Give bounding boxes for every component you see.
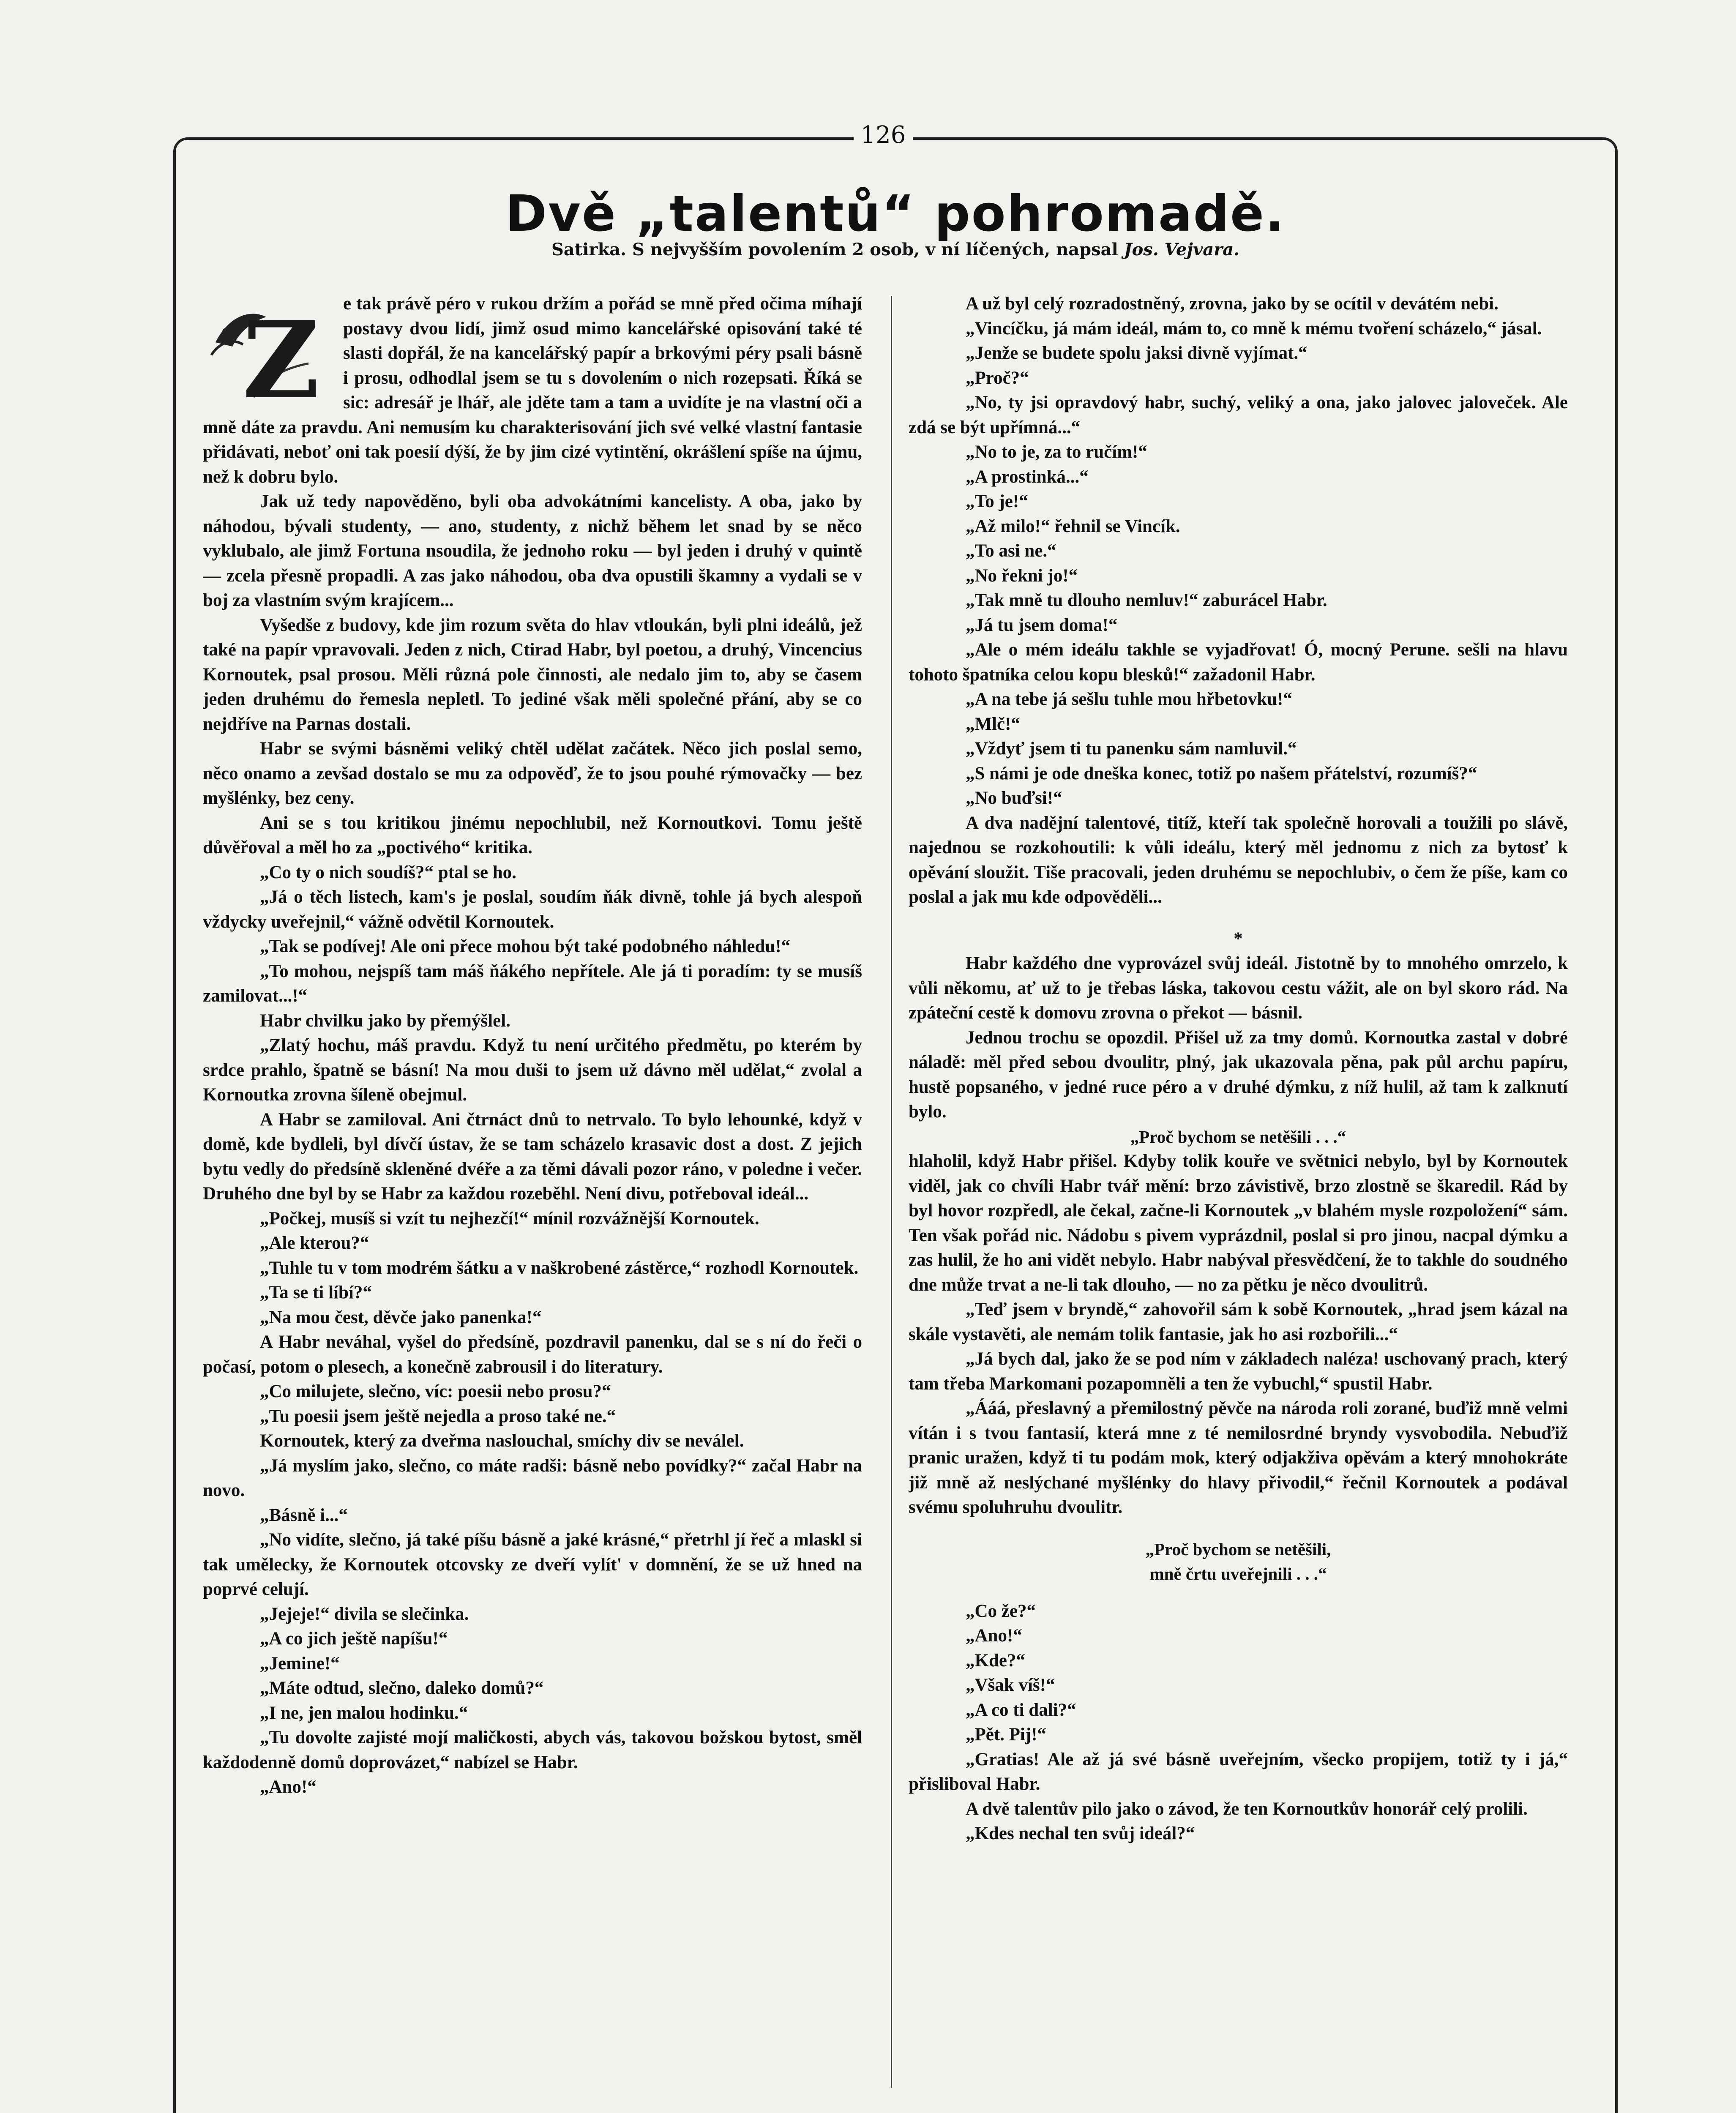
paragraph: „Ááá, přeslavný a přemilostný pěvče na národa roli zorané, buďiž mně velmi vítán i s tvou fantasií, která mne z té nemilosrdné bryndy vysvobodila. Nebuďiž pranic uražen, když ti tu podám mok, který odjakživa opěvám a který mnohokráte již mně až neslýchané myšlénky do hlavy přivodil,“ řečnil Kornoutek a podával svému spoluhruhu dvoulitr. (909, 1398, 1568, 1517)
right-paragraphs-4 (909, 1599, 1568, 1846)
paragraph: „Ta se ti líbí?“ (260, 1283, 372, 1302)
paragraph: „Já myslím jako, slečno, co máte radši: básně nebo povídky?“ začal Habr na novo. (203, 1455, 862, 1500)
paragraph: „No vidíte, slečno, já také píšu básně a jaké krásné,“ přetrhl jí řeč a mlaskl si tak umělecky, že Kornoutek otcovsky ze dveří vylít' v domnění, že se už hned na poprvé celují. (203, 1530, 862, 1599)
paragraph: „A na tebe já sešlu tuhle mou hřbetovku!“ (966, 689, 1292, 709)
poem-quote-2-line-1: „Proč bychom se netěšili, (1145, 1539, 1331, 1559)
paragraph: A dva nadějní talentové, titíž, kteří tak společně horovali a toužili po slávě, najednou se rozkohoutili: k vůli ideálu, který měl jednomu z nich za bytosť k opěvání sloužit. Tiše pracovali, jeden druhému se nepochlubiv, o čem že píše, kam co poslal a jak mu kde odpověděli... (909, 813, 1568, 907)
paragraph: A už byl celý rozradostněný, zrovna, jako by se ocítil v devátém nebi. (966, 294, 1499, 314)
paragraph: „Až milo!“ řehnil se Vincík. (966, 516, 1180, 536)
paragraph: „Tak se podívej! Ale oni přece mohou být také podobného náhledu!“ (260, 936, 791, 956)
paragraph: „Gratias! Ale až já své básně uveřejním, všecko propijem, totiž ty i já,“ přisliboval Habr. (909, 1749, 1568, 1794)
paragraph: A Habr neváhal, vyšel do předsíně, pozdravil panenku, dal se s ní do řeči o počasí, potom o plesech, a konečně zabrousil i do literatury. (203, 1332, 862, 1377)
paragraph: „Proč?“ (966, 368, 1029, 388)
paragraph: „Co že?“ (966, 1601, 1036, 1621)
paragraph: „Já o těch listech, kam's je poslal, soudím ňák divně, tohle já bych alespoň vždycky uveřejnil,“ vážně odvětil Kornoutek. (203, 887, 862, 932)
paragraph: Habr chvilku jako by přemýšlel. (260, 1010, 510, 1031)
paragraph: „Kdes nechal ten svůj ideál?“ (966, 1824, 1195, 1843)
paragraph: „Tu dovolte zajisté mojí maličkosti, abych vás, takovou božskou bytost, směl každodenně domů doprovázet,“ nabízel se Habr. (203, 1728, 862, 1772)
left-paragraphs (203, 489, 862, 1800)
right-paragraphs-1 (909, 292, 1568, 910)
paragraph: „Vždyť jsem ti tu panenku sám namluvil.“ (966, 739, 1297, 759)
section-separator: * (1234, 928, 1243, 949)
paragraph: „Počkej, musíš si vzít tu nejhezčí!“ mínil rozvážnější Kornoutek. (260, 1208, 759, 1228)
right-column (909, 292, 1568, 2092)
right-paragraphs-2 (909, 951, 1568, 1125)
page-number: 126 (854, 123, 913, 148)
paragraph: „Ano!“ (260, 1777, 317, 1797)
paragraph: Kornoutek, který za dveřma naslouchal, smíchy div se neválel. (260, 1431, 744, 1451)
left-column (203, 292, 862, 2092)
paragraph: Jak už tedy napověděno, byli oba advokátními kancelisty. A oba, jako by náhodou, bývali studenty, — ano, studenty, z nichž během let snad by se něco vyklubalo, ale jimž Fortuna nsoudila, že jednoho roku — byl jeden i druhý v quintě — zcela přesně propadli. A zas jako náhodou, oba dva opustili škamny a vydali se v boj za vlastním svým krajícem... (203, 491, 862, 610)
paragraph: „No to je, za to ručím!“ (966, 442, 1147, 462)
paragraph: Habr každého dne vyprovázel svůj ideál. Jistotně by to mnohého omrzelo, k vůli někomu, ať už to je třebas láska, takovou cestu vážit, ale on byl skoro rád. Na zpáteční cestě k domovu zrovna o překot — básnil. (909, 953, 1568, 1023)
paragraph: „A prostinká...“ (966, 467, 1089, 487)
paragraph: „Tu poesii jsem ještě nejedla a proso také ne.“ (260, 1406, 616, 1426)
paragraph: „To je!“ (966, 491, 1028, 511)
paragraph: „To asi ne.“ (966, 541, 1056, 561)
column-divider (891, 296, 892, 2088)
paragraph: A Habr se zamiloval. Ani čtrnáct dnů to netrvalo. To bylo lehounké, když v domě, kde bydleli, byl dívčí ústav, že se tam scházelo krasavic dost a dost. Z jejich bytu vedly do předsíně skleněné dvéře a za těmi dávali pozor ráno, v poledne i večer. Druhého dne byl by se Habr za každou rozeběhl. Není divu, potřeboval ideál... (203, 1109, 862, 1204)
paragraph: „Co milujete, slečno, víc: poesii nebo prosu?“ (260, 1381, 611, 1401)
article-title: Dvě „talentů“ pohromadě. (505, 184, 1286, 243)
paragraph: hlaholil, když Habr přišel. Kdyby tolik kouře ve světnici nebylo, byl by Kornoutek viděl, jak co chvíli Habr tvář mění: brzo závistivě, brzo zlostně se škaredil. Rád by byl hovor rozpředl, ale čekal, začne-li Kornoutek „v blahém mysle rozpoložení“ sám. Ten však pořád nic. Nádobu s pivem vyprázdnil, poslal si pro jinou, nacpal dýmku a zas hulil, že ho ani vidět nebylo. Habr nabýval přesvědčení, že to takhle do soudného dne může trvat a ne-li tak dlouho, — no za pětku je něco dvoulitrů. (909, 1151, 1568, 1295)
paragraph: „Básně i...“ (260, 1505, 348, 1525)
article-subtitle (173, 239, 1618, 261)
paragraph: „Ale o mém ideálu takhle se vyjadřovat! Ó, mocný Perune. sešli na hlavu tohoto špatníka celou kopu blesků!“ zažadonil Habr. (909, 640, 1568, 685)
initial-letter: Z (242, 298, 320, 414)
paragraph: „No řekni jo!“ (966, 565, 1078, 586)
paragraph: „Vincíčku, já mám ideál, mám to, co mně k mému tvoření scházelo,“ jásal. (966, 318, 1542, 339)
paragraph: „S námi je ode dneška konec, totiž po našem přátelství, rozumíš?“ (966, 763, 1477, 784)
paragraph: „Na mou čest, děvče jako panenka!“ (260, 1307, 542, 1327)
paragraph: „Já bych dal, jako že se pod ním v základech naléza! uschovaný prach, který tam třeba Markomani pozapomněli a ten že vybuchl,“ spustil Habr. (909, 1349, 1568, 1394)
paragraph: „Zlatý hochu, máš pravdu. Když tu není určitého předmětu, po kterém by srdce prahlo, špatně se básní! Na mou duši to jsem už dávno měl udělat,“ zvolal a Kornoutka zrovna šíleně obejmul. (203, 1035, 862, 1105)
paragraph: „Mlč!“ (966, 714, 1020, 734)
paragraph: „Tak mně tu dlouho nemluv!“ zaburácel Habr. (966, 590, 1327, 610)
paragraph: „Já tu jsem doma!“ (966, 615, 1118, 635)
paragraph: Ani se s tou kritikou jinému nepochlubil, než Kornoutkovi. Tomu ještě důvěřoval a měl ho za „poctivého“ kritika. (203, 813, 862, 857)
paragraph: Habr se svými básněmi veliký chtěl udělat začátek. Něco jich poslal semo, něco onamo a zevšad dostalo se mu za odpověď, že to jsou pouhé rýmovačky — bez myšlénky, bez ceny. (203, 739, 862, 808)
paragraph: „Kde?“ (966, 1650, 1025, 1671)
intro-paragraph: e tak právě péro v rukou držím a pořád se mně před očima míhají postavy dvou lidí, jimž osud mimo kancelářské opisování také té slasti dopřál, že na kancelářský papír a brkovými péry psali básně i prosu, odhodlal jsem se tu s dovolením o nich rozepsati. Říká se sic: adresář je lhář, ale jděte tam a tam a uvidíte je na vlastní oči a mně dáte za pravdu. Ani nemusím ku charakterisování jich své velké vlastní fantasie přidávati, neboť oni tak poesií dýší, že by jim cizé vytintění, okrášlení spíše na újmu, než k dobru bylo. (203, 294, 862, 487)
poem-quote-2-line-2: mně črtu uveřejnili . . .“ (1149, 1564, 1327, 1583)
subtitle-text: Satirka. S nejvyšším povolením 2 osob, v ní líčených, napsal (551, 240, 1118, 259)
paragraph: „Ano!“ (966, 1626, 1022, 1646)
paragraph: „No buďsi!“ (966, 788, 1062, 808)
paragraph: „No, ty jsi opravdový habr, suchý, veliký a ona, jako jalovec jaloveček. Ale zdá se být upřímná...“ (909, 393, 1568, 437)
paragraph: Jednou trochu se opozdil. Přišel už za tmy domů. Kornoutka zastal v dobré náladě: měl před sebou dvoulitr, plný, jak ukazovala pěna, pak půl archu papíru, hustě popsaného, v jedné ruce péro a v druhé dýmku, z níž hulil, až tam k zalknutí bylo. (909, 1027, 1568, 1122)
decorated-initial (203, 292, 338, 414)
paragraph: A dvě talentův pilo jako o závod, že ten Kornoutkův honorář celý prolili. (966, 1799, 1528, 1819)
paragraph: „Ale kterou?“ (260, 1233, 369, 1253)
paragraph: „Máte odtud, slečno, daleko domů?“ (260, 1678, 544, 1698)
poem-quote-1: „Proč bychom se netěšili . . .“ (1130, 1127, 1346, 1147)
paragraph: „Pět. Pij!“ (966, 1725, 1047, 1744)
author-name: Jos. Vejvara. (1124, 240, 1240, 259)
paragraph: „A co jich ještě napíšu!“ (260, 1629, 448, 1649)
paragraph: „A co ti dali?“ (966, 1700, 1076, 1720)
paragraph: „Tuhle tu v tom modrém šátku a v naškrobené zástěrce,“ rozhodl Kornoutek. (260, 1258, 859, 1278)
paragraph: Vyšedše z budovy, kde jim rozum světa do hlav vtloukán, byli plni ideálů, jež také na papír vpravovali. Jeden z nich, Ctirad Habr, byl poetou, a druhý, Vincencius Kornoutek, psal prosou. Měli různá pole činnosti, ale nedalo jim to, aby se časem jeden druhému do řemesla nepletl. To jediné však měli společné přání, aby se co nejdříve na Parnas dostali. (203, 615, 862, 734)
paragraph: „Jemine!“ (260, 1653, 340, 1673)
paragraph: „I ne, jen malou hodinku.“ (260, 1703, 468, 1723)
paragraph: „Však víš!“ (966, 1675, 1055, 1695)
ornamental-initial-z-icon (203, 292, 338, 414)
paragraph: „Teď jsem v bryndě,“ zahovořil sám k sobě Kornoutek, „hrad jsem kázal na skále vystavěti, ale nemám tolik fantasie, jak ho asi rozbořili...“ (909, 1299, 1568, 1344)
paragraph: „Jenže se budete spolu jaksi divně vyjímat.“ (966, 343, 1307, 363)
paragraph: „To mohou, nejspíš tam máš ňákého nepřítele. Ale já ti poradím: ty se musíš zamilovat...!“ (203, 961, 862, 1006)
right-paragraphs-3 (909, 1149, 1568, 1520)
paragraph: „Jejeje!“ divila se slečinka. (260, 1604, 469, 1624)
paragraph: „Co ty o nich soudíš?“ ptal se ho. (260, 862, 516, 882)
